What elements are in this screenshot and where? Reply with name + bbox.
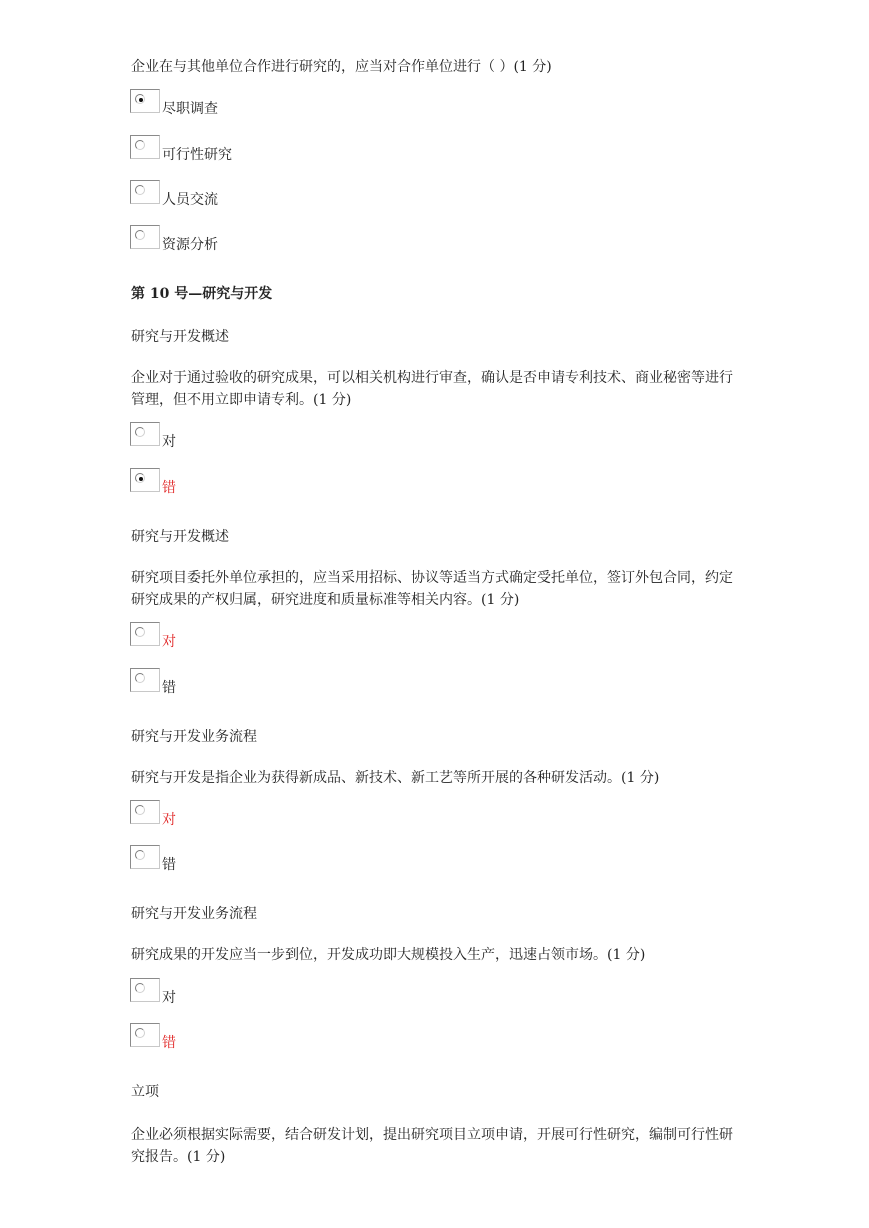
radio-button[interactable]	[130, 622, 160, 646]
radio-ring-icon	[135, 1028, 145, 1038]
option-label: 对	[162, 434, 176, 450]
topic-heading: 立项	[131, 1084, 159, 1100]
radio-button[interactable]	[130, 800, 160, 824]
radio-ring-icon	[135, 983, 145, 993]
option-label: 人员交流	[162, 192, 218, 208]
radio-button[interactable]	[130, 422, 160, 446]
question-text: 企业在与其他单位合作进行研究的，应当对合作单位进行（ ）(1 分)	[131, 59, 552, 75]
question-text: 研究与开发是指企业为获得新成品、新技术、新工艺等所开展的各种研发活动。(1 分)	[131, 770, 660, 786]
option-label: 可行性研究	[162, 147, 232, 163]
option-label: 资源分析	[162, 237, 218, 253]
radio-button-checked[interactable]	[130, 468, 160, 492]
option-label: 错	[162, 480, 176, 496]
option-label: 对	[162, 990, 176, 1006]
topic-heading: 研究与开发概述	[131, 529, 229, 545]
radio-ring-icon	[135, 673, 145, 683]
radio-button[interactable]	[130, 845, 160, 869]
option-label: 错	[162, 1035, 176, 1051]
radio-button-checked[interactable]	[130, 89, 160, 113]
option-label: 对	[162, 634, 176, 650]
radio-button[interactable]	[130, 978, 160, 1002]
radio-ring-icon	[135, 230, 145, 240]
topic-heading: 研究与开发业务流程	[131, 906, 257, 922]
question-text: 企业对于通过验收的研究成果，可以相关机构进行审查，确认是否申请专利技术、商业秘密等进行管理，但不用立即申请专利。(1 分)	[131, 370, 733, 408]
radio-selected-dot-icon	[139, 98, 143, 102]
radio-button[interactable]	[130, 668, 160, 692]
section-title: 第 10 号—研究与开发	[131, 286, 273, 302]
radio-ring-icon	[135, 805, 145, 815]
radio-ring-icon	[135, 850, 145, 860]
radio-button[interactable]	[130, 180, 160, 204]
radio-ring-icon	[135, 94, 145, 104]
option-label: 尽职调查	[162, 101, 218, 117]
radio-ring-icon	[135, 427, 145, 437]
radio-button[interactable]	[130, 225, 160, 249]
topic-heading: 研究与开发业务流程	[131, 729, 257, 745]
radio-ring-icon	[135, 185, 145, 195]
question-text: 研究项目委托外单位承担的，应当采用招标、协议等适当方式确定受托单位，签订外包合同，约定研究成果的产权归属，研究进度和质量标准等相关内容。(1 分)	[131, 570, 733, 608]
option-label: 对	[162, 812, 176, 828]
option-label: 错	[162, 680, 176, 696]
radio-ring-icon	[135, 473, 145, 483]
radio-ring-icon	[135, 627, 145, 637]
radio-ring-icon	[135, 140, 145, 150]
radio-button[interactable]	[130, 135, 160, 159]
radio-selected-dot-icon	[139, 477, 143, 481]
question-text: 研究成果的开发应当一步到位，开发成功即大规模投入生产，迅速占领市场。(1 分)	[131, 947, 646, 963]
topic-heading: 研究与开发概述	[131, 329, 229, 345]
radio-button[interactable]	[130, 1023, 160, 1047]
question-text: 企业必须根据实际需要，结合研发计划，提出研究项目立项申请，开展可行性研究，编制可行性研究报告。(1 分)	[131, 1127, 733, 1165]
option-label: 错	[162, 857, 176, 873]
